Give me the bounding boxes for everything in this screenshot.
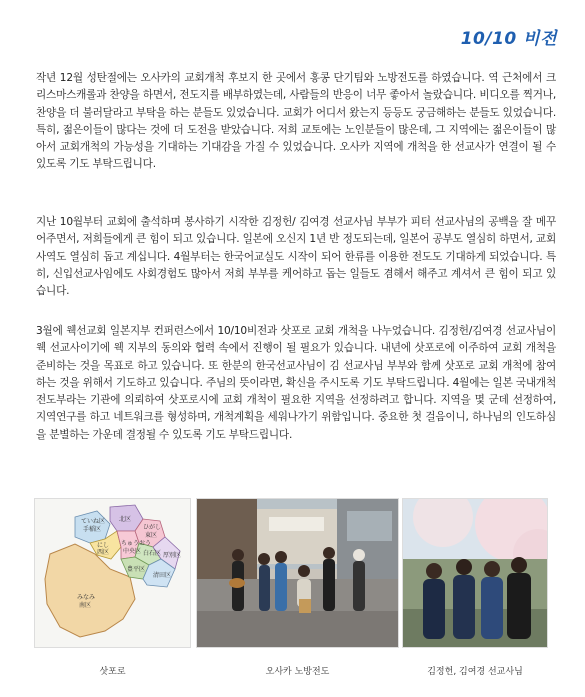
paragraph-osaka-outreach: 작년 12월 성탄절에는 오사카의 교회개척 후보지 한 곳에서 홍콩 단기팀와 노방전도를 하였습니다. 역 근처에서 크리스마스캐롤과 찬양을 하면서, 전도지를 배부하였는데, 사람들의 반응이 너무 좋아서 놀랐습니다. 비디오를 찍거나, 찬양을 더 불러달라고 부탁을 하는 분들도 있었습니다. 교회가 어디서 왔는지 등등도 궁금해하는 분들도 있었습니다. 특히, 젊은이들이 많다는 것에 더 도전을 받았습니다. 저희 교토에는 노인분들이 많은데, 그 지역에는 젊은이들이 많아서 교회개척의 가능성을 기대하는 기대감을 가질 수 있었습니다. 오사카 지역에 개척을 한 선교사가 연결이 될 수 있도록 기도 부탁드립니다. xyxy=(36,72,556,171)
map-label-toyohira: 豊平区 xyxy=(127,566,146,573)
map-label-chuo-kana: ちゅうおう xyxy=(121,540,152,547)
caption-sapporo: 삿포로 xyxy=(99,667,126,677)
paragraph-sapporo-plan: 3월에 웩선교회 일본지부 컨퍼런스에서 10/10비전과 삿포로 교회 개척을 나누었습니다. 김정헌/김여경 선교사님이 웩 선교사이기에 웩 지부의 동의와 협력 속에서 진행이 될 필요가 있습니다. 내년에 삿포로에 이주하여 교회 개척을 준비하는 것을 목표로 하고 있습니다. 또 한분의 한국선교사님이 김 선교사님 부부와 함께 삿포로 교회 개척에 참여하는 것을 위해서 기도하고 있습니다. 주님의 뜻이라면, 확신을 주시도록 기도 부탁드립니다. 4월에는 일본 국내개척전도부라는 기관에 의뢰하여 삿포로시에 교회 개척이 필요한 지역을 선정하려고 합니다. 지역을 몇 군데 선정하여, 지역연구를 하고 네트워크를 형성하며, 개척계획을 세워나가기 위함입니다. 중요한 첫 걸음이니, 하나님의 인도하심을 분별하는 가운데 결정될 수 있도록 기도 부탁드립니다. xyxy=(36,325,556,441)
sapporo-map-image xyxy=(34,498,191,648)
map-label-nishi-kana: にし xyxy=(97,542,110,549)
page-title: 10/10 비전 xyxy=(460,29,557,49)
map-label-teine: ていね区 xyxy=(81,518,106,525)
map-label-teine-kanji: 手稲区 xyxy=(83,526,102,533)
map-label-atsubetsu: 厚別区 xyxy=(163,552,182,559)
map-label-nishi: 西区 xyxy=(97,549,110,556)
caption-osaka-street: 오사카 노방전도 xyxy=(265,667,330,677)
street-evangelism-photo xyxy=(196,498,399,648)
map-label-shiroishi: 白石区 xyxy=(143,550,162,557)
missionary-couple-photo xyxy=(402,498,548,648)
map-label-higashi-kana: ひがし xyxy=(143,524,162,531)
map-label-minami-kana: みなみ xyxy=(77,594,96,601)
map-label-minami: 南区 xyxy=(79,602,92,609)
map-label-higashi: 東区 xyxy=(145,532,158,539)
map-label-chuo: 中央区 xyxy=(123,548,142,555)
map-label-kiyota: 清田区 xyxy=(153,572,172,579)
paragraph-new-missionaries: 지난 10월부터 교회에 출석하며 봉사하기 시작한 김정헌/ 김여경 선교사님 부부가 피터 선교사님의 공백을 잘 메꾸어주면서, 저희들에게 큰 힘이 되고 있습니다. 일본에 오신지 1년 반 정도되는데, 일본어 공부도 열심히 하면서, 교회 사역도 열심히 돕고 계십니다. 4월부터는 한국어교실도 시작이 되어 한류를 이용한 전도도 기대하게 되었습니다. 특히, 신입선교사임에도 사회경험도 많아서 저희 부부를 케어하고 돕는 일들도 겸해서 해주고 계셔서 큰 힘이 되고 있습니다. xyxy=(36,216,556,298)
caption-couple: 김정헌, 김여경 선교사님 xyxy=(427,667,523,677)
map-label-kita: 北区 xyxy=(119,516,132,523)
